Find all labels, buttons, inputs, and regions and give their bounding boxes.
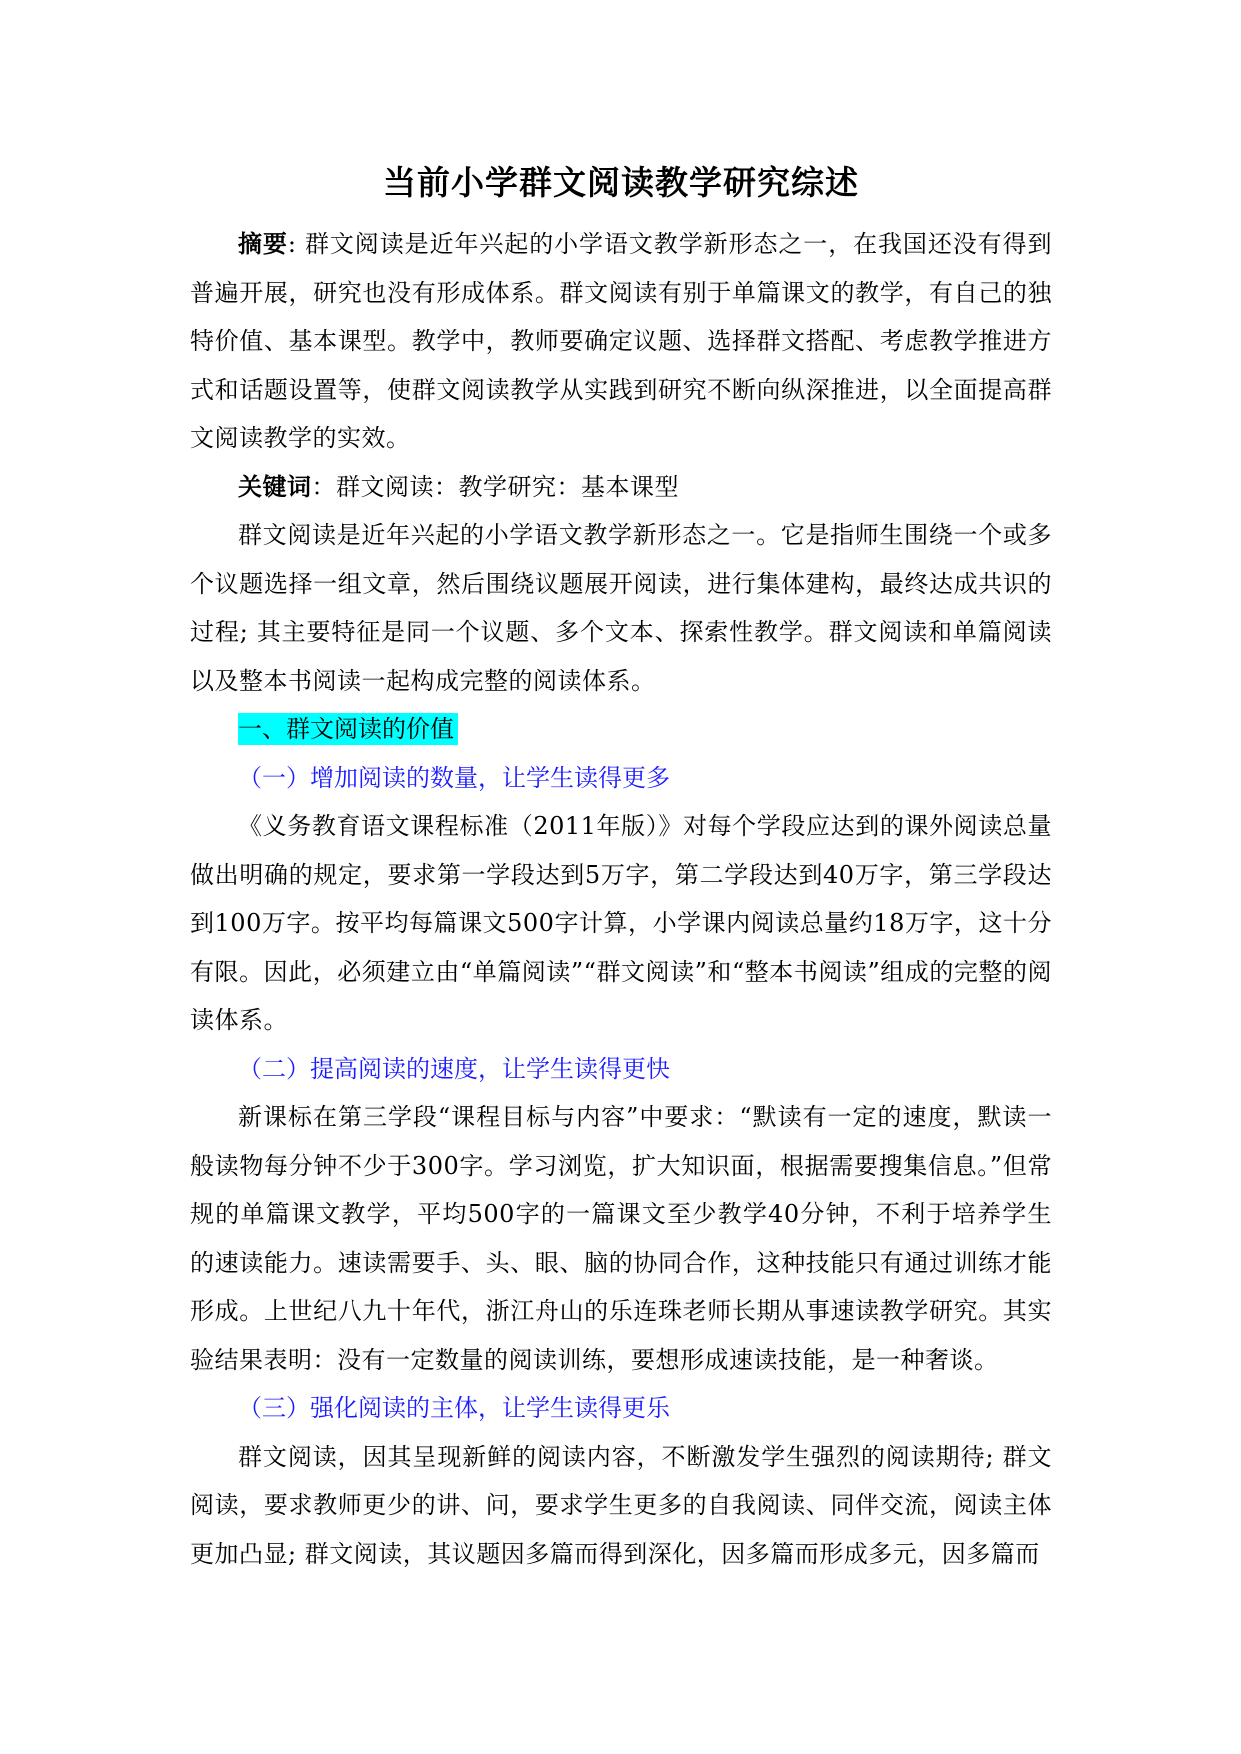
subsection-heading-1: （一）增加阅读的数量，让学生读得更多 xyxy=(238,763,670,792)
subsection-heading-3: （三）强化阅读的主体，让学生读得更乐 xyxy=(238,1394,670,1422)
document-title: 当前小学群文阅读教学研究综述 xyxy=(383,163,859,202)
document-body xyxy=(190,160,1052,1578)
abstract-text: : 群文阅读是近年兴起的小学语文教学新形态之一，在我国还没有得到普遍开展，研究也没有形成体系。群文阅读有别于单篇课文的教学，有自己的独特价值、基本课型。教学中，教师要确定议题、选择群文搭配、考虑教学推进方式和话题设置等，使群文阅读教学从实践到研究不断向纵深推进，以全面提高群文阅读教学的实效。 xyxy=(190,230,1053,452)
intro-paragraph: 群文阅读是近年兴起的小学语文教学新形态之一。它是指师生围绕一个或多个议题选择一组文章，然后围绕议题展开阅读，进行集体建构，最终达成共识的过程; 其主要特征是同一个议题、多个文本、探索性教学。群文阅读和单篇阅读以及整本书阅读一起构成完整的阅读体系。 xyxy=(190,521,1052,695)
subsection-3-paragraph: 群文阅读，因其呈现新鲜的阅读内容，不断激发学生强烈的阅读期待; 群文阅读，要求教师更少的讲、问，要求学生更多的自我阅读、同伴交流，阅读主体更加凸显; 群文阅读，其议题因多篇而得到深化，因多篇而形成多元，因多篇而 xyxy=(190,1442,1052,1568)
subsection-1-paragraph: 《义务教育语文课程标准（2011年版）》对每个学段应达到的课外阅读总量做出明确的规定，要求第一学段达到5万字，第二学段达到40万字，第三学段达到100万字。按平均每篇课文500字计算，小学课内阅读总量约18万字，这十分有限。因此，必须建立由“单篇阅读”“群文阅读”和“整本书阅读”组成的完整的阅读体系。 xyxy=(190,812,1052,1034)
keywords-text: ：群文阅读：教学研究：基本课型 xyxy=(311,472,679,501)
section-heading-text: 一、群文阅读的价值 xyxy=(238,713,458,745)
abstract-label: 摘要 xyxy=(238,230,288,258)
abstract-paragraph xyxy=(190,220,1052,463)
subsection-heading-2: （二）提高阅读的速度，让学生读得更快 xyxy=(238,1054,670,1083)
keywords-paragraph xyxy=(190,463,1052,512)
subsection-2-paragraph: 新课标在第三学段“课程目标与内容”中要求：“默读有一定的速度，默读一般读物每分钟不少于300字。学习浏览，扩大知识面，根据需要搜集信息。”但常规的单篇课文教学，平均500字的一篇课文至少教学40分钟，不利于培养学生的速读能力。速读需要手、头、眼、脑的协同合作，这种技能只有通过训练才能形成。上世纪八九十年代，浙江舟山的乐连珠老师长期从事速读教学研究。其实验结果表明：没有一定数量的阅读训练，要想形成速读技能，是一种奢谈。 xyxy=(190,1103,1052,1374)
section-heading xyxy=(190,705,1052,754)
keywords-label: 关键词 xyxy=(238,472,312,501)
